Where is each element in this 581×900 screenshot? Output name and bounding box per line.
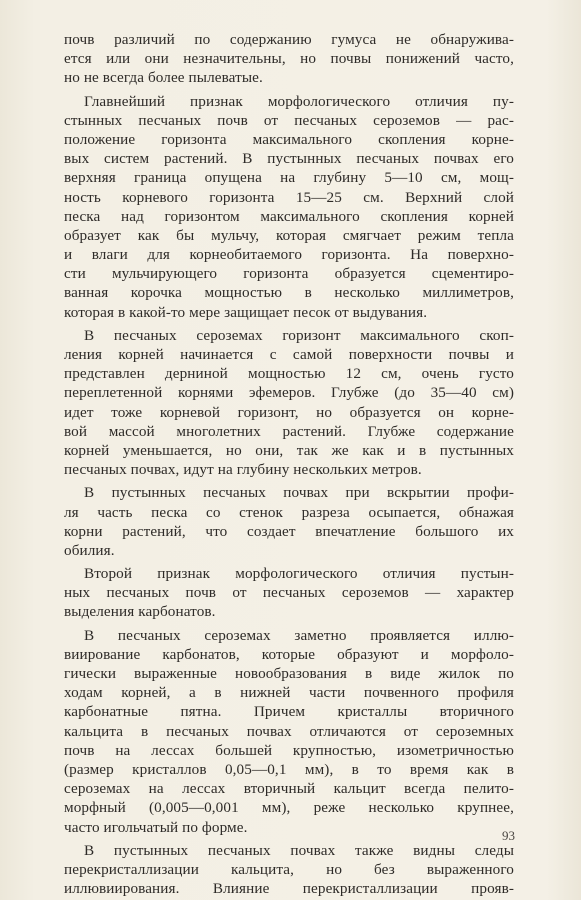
text-line: сти мульчирующего горизонта образуется сцементиро- — [64, 265, 514, 283]
text-line: иллювиирования. Влияние перекристаллизации прояв- — [64, 880, 514, 898]
text-line: почв различий по содержанию гумуса не обнаружива- — [64, 31, 514, 48]
text-line: и влаги для корнеобитаемого горизонта. На поверхно- — [64, 246, 514, 264]
text-line: морфный (0,005—0,001 мм), реже несколько крупнее, — [64, 799, 514, 817]
text-line: Главнейший признак морфологического отличия пу- — [84, 92, 514, 110]
paragraph — [64, 483, 514, 560]
text-line: В песчаных сероземах горизонт максимального скоп- — [84, 326, 514, 344]
text-line: кальцита в песчаных почвах отличаются от сероземных — [64, 722, 514, 740]
paragraph — [64, 841, 514, 899]
paragraph — [64, 626, 514, 837]
text-line: корней уменьшается, но они, так же как и в пустынных — [64, 441, 514, 459]
text-line: сероземах на лессах вторичный кальцит всегда пелито- — [64, 780, 514, 798]
text-line: виирование карбонатов, которые образуют и морфоло- — [64, 645, 514, 663]
text-line: но не всегда более пылеватые. — [64, 69, 263, 87]
text-line: гически выраженные новообразования в виде жилок по — [64, 665, 514, 682]
text-line: переплетенной корнями эфемеров. Глубже (до 35—40 см) — [64, 384, 514, 402]
text-line: ванная корочка мощностью в несколько миллиметров, — [64, 284, 514, 302]
text-line: В пустынных песчаных почвах также видны следы — [84, 841, 514, 859]
text-line: выделения карбонатов. — [64, 603, 216, 621]
paragraph — [64, 564, 514, 622]
text-line: которая в какой-то мере защищает песок от выдувания. — [64, 303, 428, 321]
paragraph — [64, 30, 514, 88]
text-line: идет тоже корневой горизонт, но образуется он корне- — [64, 403, 514, 421]
text-line: ность корневого горизонта 15—25 см. Верхний слой — [64, 188, 514, 206]
paragraph — [64, 92, 514, 322]
page-number: 93 — [502, 828, 515, 843]
text-line: В песчаных сероземах заметно проявляется иллю- — [84, 626, 514, 644]
text-line: почв на лессах большей крупностью, изометричностью — [64, 741, 514, 759]
text-line: обилия. — [64, 541, 115, 559]
text-line: В пустынных песчаных почвах при вскрытии профи- — [84, 484, 514, 502]
text-line: ходам корней, а в нижней части почвенного профиля — [64, 684, 514, 702]
text-line: перекристаллизации кальцита, но без выраженного — [64, 860, 514, 878]
paragraph — [64, 326, 514, 480]
text-line: ется или они незначительны, но почвы понижений часто, — [64, 50, 514, 68]
text-line: Второй признак морфологического отличия пустын- — [84, 565, 514, 583]
text-line: песка над горизонтом максимального скопления корней — [64, 207, 514, 225]
text-line: корни растений, что создает впечатление большого их — [64, 522, 514, 540]
text-line: карбонатные пятна. Причем кристаллы вторичного — [64, 703, 514, 721]
text-line: положение горизонта максимального скопления корне- — [64, 130, 514, 148]
text-line: образует как бы мульчу, которая смягчает режим тепла — [64, 226, 514, 244]
page-body-text — [64, 30, 514, 898]
text-line: вых систем растений. В пустынных песчаных почвах его — [64, 150, 514, 168]
text-line: ля часть песка со стенок разреза осыпается, обнажая — [64, 503, 514, 521]
text-line: стынных песчаных почв от песчаных сероземов — рас- — [64, 111, 514, 129]
text-line: вой массой многолетних растений. Глубже содержание — [64, 422, 514, 440]
text-line: часто игольчатый по форме. — [64, 818, 248, 836]
text-line: (размер кристаллов 0,05—0,1 мм), в то время как в — [64, 760, 514, 778]
text-line: представлен дерниной мощностью 12 см, очень густо — [64, 365, 514, 383]
text-line: песчаных почвах, идут на глубину нескольких метров. — [64, 461, 422, 479]
text-line: верхняя граница опущена на глубину 5—10 см, мощ- — [64, 169, 514, 187]
text-line: ных песчаных почв от песчаных сероземов — характер — [64, 584, 514, 602]
text-line: ления корней начинается с самой поверхности почвы и — [64, 346, 514, 363]
